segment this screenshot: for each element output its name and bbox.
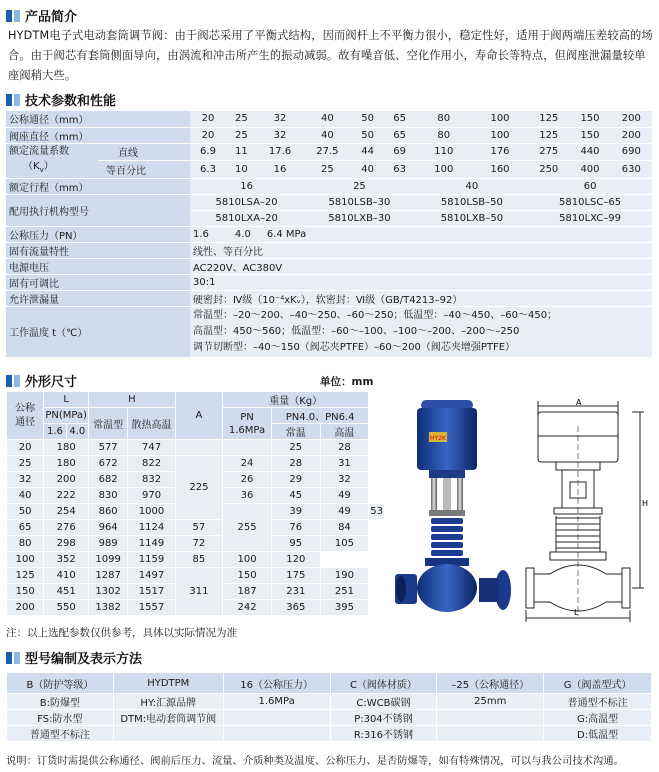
draw-a-label: A bbox=[576, 398, 582, 407]
table-cell: 1159 bbox=[128, 552, 176, 568]
table-cell: 395 bbox=[320, 600, 369, 616]
model-code-table: B（防护等级） HYDTPM 16（公称压力） C（阀体材质） –25（公称通径） G（阀盖型式） B:防爆型 HY:汇源品牌 1.6MPa C:WCB碳钢 25mm 普通型不标注 FS:防水型 DTM:电动套筒调节阀 P:304不锈钢 G:高温型 普通型不标注 R:316不锈钢 D:低温型 bbox=[6, 672, 652, 742]
table-cell: 276 bbox=[44, 520, 89, 536]
actuator-row-1: 配用执行机构型号 5810LSA–20 5810LSB–30 5810LSB–50 5810LSC–65 bbox=[6, 194, 652, 210]
table-cell: 28 bbox=[271, 456, 320, 472]
valve-drawing bbox=[520, 396, 655, 624]
table-cell: 190 bbox=[320, 568, 369, 584]
table-cell: 31 bbox=[320, 456, 369, 472]
table-cell: 672 bbox=[88, 456, 127, 472]
table-cell: 860 bbox=[88, 504, 127, 520]
table-row bbox=[7, 552, 385, 568]
table-cell: 832 bbox=[128, 472, 176, 488]
table-cell: 180 bbox=[44, 440, 89, 456]
table-cell: 970 bbox=[128, 488, 176, 504]
table-cell: 49 bbox=[320, 488, 369, 504]
table-cell: 175 bbox=[271, 568, 320, 584]
table-cell: 1287 bbox=[88, 568, 127, 584]
table-cell: 125 bbox=[7, 568, 44, 584]
table-row bbox=[7, 440, 385, 456]
dn-row: 公称通径（mm） 20 25 32 40 50 65 80 100 125 150 200 bbox=[6, 111, 652, 127]
table-cell: 1000 bbox=[128, 504, 176, 520]
table-cell: 830 bbox=[88, 488, 127, 504]
table-cell: 365 bbox=[271, 600, 320, 616]
table-cell: 1124 bbox=[128, 520, 176, 536]
table-cell: 231 bbox=[271, 584, 320, 600]
table-cell: 53 bbox=[369, 504, 385, 520]
table-cell: 32 bbox=[320, 472, 369, 488]
table-cell: 180 bbox=[44, 456, 89, 472]
table-cell: 1497 bbox=[128, 568, 176, 584]
kv-equal-row: 等百分比 6.3 10 16 25 40 63 100 160 250 400 630 bbox=[6, 161, 652, 179]
table-cell: 187 bbox=[223, 584, 272, 600]
table-cell: 25 bbox=[271, 440, 320, 456]
table-cell: 254 bbox=[44, 504, 89, 520]
table-row bbox=[7, 456, 385, 472]
table-cell: 85 bbox=[175, 552, 222, 568]
table-cell: 28 bbox=[320, 440, 369, 456]
table-cell: 251 bbox=[320, 584, 369, 600]
table-cell: 100 bbox=[223, 552, 272, 568]
intro-heading: 产品简介 bbox=[6, 6, 77, 25]
table-cell: 24 bbox=[223, 456, 272, 472]
table-cell: 105 bbox=[320, 536, 369, 552]
section-marker-icon bbox=[6, 94, 12, 106]
tech-params-table bbox=[6, 111, 652, 358]
table-cell: 57 bbox=[175, 520, 222, 536]
table-cell: 200 bbox=[7, 600, 44, 616]
leak-row: 允许泄漏量 硬密封：Ⅳ级（10⁻⁴xKᵥ），软密封：Ⅵ级（GB/T4213–92） bbox=[6, 290, 652, 306]
dimensions-table: 公称通径 L H A 重量（Kg） PN(MPa) 常温型 散热高温 PN 1.6MPa PN4.0、PN6.4 1.6 4.0 常温 高温 20 180 577 747 25 28 25 180 672 822 225 24 28 31 32 200 682 832 26 29 32 40 222 830 970 36 45 49 50 254 860 1000 255 39 49 53 65 276 964 1124 57 76 84 80 298 989 1149 72 95 105 100 352 1099 1159 85 100 120 125 410 1287 1497 311 150 175 190 150 451 1302 1517 187 231 251 200 550 1382 1557 242 365 395 bbox=[6, 391, 385, 616]
table-cell: 1099 bbox=[88, 552, 127, 568]
table-cell bbox=[223, 440, 272, 456]
table-cell: 39 bbox=[271, 504, 320, 520]
table-cell: 682 bbox=[88, 472, 127, 488]
section-marker-icon bbox=[6, 10, 12, 22]
tech-heading: 技术参数和性能 bbox=[6, 90, 116, 109]
table-cell: 1149 bbox=[128, 536, 176, 552]
table-cell: 822 bbox=[128, 456, 176, 472]
table-cell: 298 bbox=[44, 536, 89, 552]
table-cell: 989 bbox=[88, 536, 127, 552]
table-cell: 225 bbox=[175, 456, 222, 520]
table-cell: 747 bbox=[128, 440, 176, 456]
table-cell: 50 bbox=[7, 504, 44, 520]
table-cell: 1302 bbox=[88, 584, 127, 600]
draw-h-label: H bbox=[642, 499, 649, 508]
table-cell: 577 bbox=[88, 440, 127, 456]
table-cell: 352 bbox=[44, 552, 89, 568]
table-row bbox=[7, 536, 385, 552]
kv-linear-row: 额定流量系数 $(K_v)$ 直线 6.9 11 17.6 27.5 44 69 110 176 275 440 690 bbox=[6, 143, 652, 161]
section-marker-icon bbox=[14, 94, 20, 106]
table-cell: 100 bbox=[7, 552, 44, 568]
section-marker-icon bbox=[6, 652, 12, 664]
dimensions-body bbox=[7, 440, 385, 616]
photo-label: HY2K bbox=[430, 435, 446, 442]
actuator-row-2: 5810LXA–20 5810LXB–30 5810LXB–50 5810LXC–99 bbox=[6, 210, 652, 226]
table-cell: 451 bbox=[44, 584, 89, 600]
table-cell: 255 bbox=[223, 504, 272, 552]
table-cell: 36 bbox=[223, 488, 272, 504]
draw-l-label: L bbox=[574, 608, 579, 617]
table-row bbox=[7, 568, 385, 584]
table-cell: 20 bbox=[7, 440, 44, 456]
table-cell: 150 bbox=[223, 568, 272, 584]
section-marker-icon bbox=[14, 10, 20, 22]
table-cell bbox=[175, 440, 222, 456]
table-cell: 1557 bbox=[128, 600, 176, 616]
section-marker-icon bbox=[14, 652, 20, 664]
range-row: 固有可调比 30:1 bbox=[6, 274, 652, 290]
table-cell: 84 bbox=[320, 520, 369, 536]
table-cell: 410 bbox=[44, 568, 89, 584]
footer-note: 说明：订货时需提供公称通径、阀前后压力、流量、介质种类及温度、公称压力、是否防爆等，如有特殊情况，可以与我公司技术沟通。 bbox=[6, 755, 624, 767]
table-cell: 222 bbox=[44, 488, 89, 504]
dims-heading: 外形尺寸 bbox=[6, 371, 77, 390]
table-cell: 76 bbox=[271, 520, 320, 536]
table-cell: 65 bbox=[7, 520, 44, 536]
dims-note: 注：以上选配参数仅供参考，具体以实际情况为准 bbox=[6, 627, 237, 639]
flow-char-row: 固有流量特性 线性、等百分比 bbox=[6, 242, 652, 258]
table-cell: 964 bbox=[88, 520, 127, 536]
table-cell: 40 bbox=[7, 488, 44, 504]
table-cell: 311 bbox=[175, 568, 222, 616]
table-cell: 150 bbox=[7, 584, 44, 600]
section-marker-icon bbox=[14, 375, 20, 387]
power-row: 电源电压 AC220V、AC380V bbox=[6, 258, 652, 274]
temp-row: 工作温度 t（℃） 常温型：–20～200、–40～250、–60～250；低温型：–40～450、–60～450； 高温型：450～560；低温型：–60～–100、–100～–200、–200～–250 调节切断型：–40～150（阀芯夹PTFE）–60～200（阀芯夹增强PTFE） bbox=[6, 306, 652, 357]
travel-row: 额定行程（mm） 16 25 40 60 bbox=[6, 178, 652, 194]
table-cell: 200 bbox=[44, 472, 89, 488]
table-cell: 49 bbox=[320, 504, 369, 520]
seat-row: 阀座直径（mm） 20 25 32 40 50 65 80 100 125 150 200 bbox=[6, 127, 652, 143]
table-cell: 29 bbox=[271, 472, 320, 488]
table-cell: 120 bbox=[271, 552, 320, 568]
intro-text: HYDTM电子式电动套筒调节阀：由于阀芯采用了平衡式结构，因而阀杆上不平衡力很小，稳定性好，适用于阀两端压差较高的场合。由于阀芯有套筒侧面导向，由涡流和冲击所产生的振动减弱。故有噪音低、空化作用小，寿命长等特点，但阀座泄漏量较单座阀稍大些。 bbox=[8, 29, 653, 82]
table-row bbox=[7, 520, 385, 536]
table-cell: 26 bbox=[223, 472, 272, 488]
table-cell: 242 bbox=[223, 600, 272, 616]
table-cell: 95 bbox=[271, 536, 320, 552]
section-marker-icon bbox=[6, 375, 12, 387]
table-cell: 45 bbox=[271, 488, 320, 504]
table-cell: 32 bbox=[7, 472, 44, 488]
table-cell: 80 bbox=[7, 536, 44, 552]
table-cell: 1382 bbox=[88, 600, 127, 616]
table-cell: 1517 bbox=[128, 584, 176, 600]
table-cell: 25 bbox=[7, 456, 44, 472]
valve-photo bbox=[391, 398, 511, 620]
model-heading: 型号编制及表示方法 bbox=[6, 648, 142, 667]
pn-row: 公称压力（PN） 1.6 4.0 6.4 MPa bbox=[6, 226, 652, 242]
unit-label: 单位：mm bbox=[320, 376, 374, 388]
table-cell: 550 bbox=[44, 600, 89, 616]
table-cell: 72 bbox=[175, 536, 222, 552]
